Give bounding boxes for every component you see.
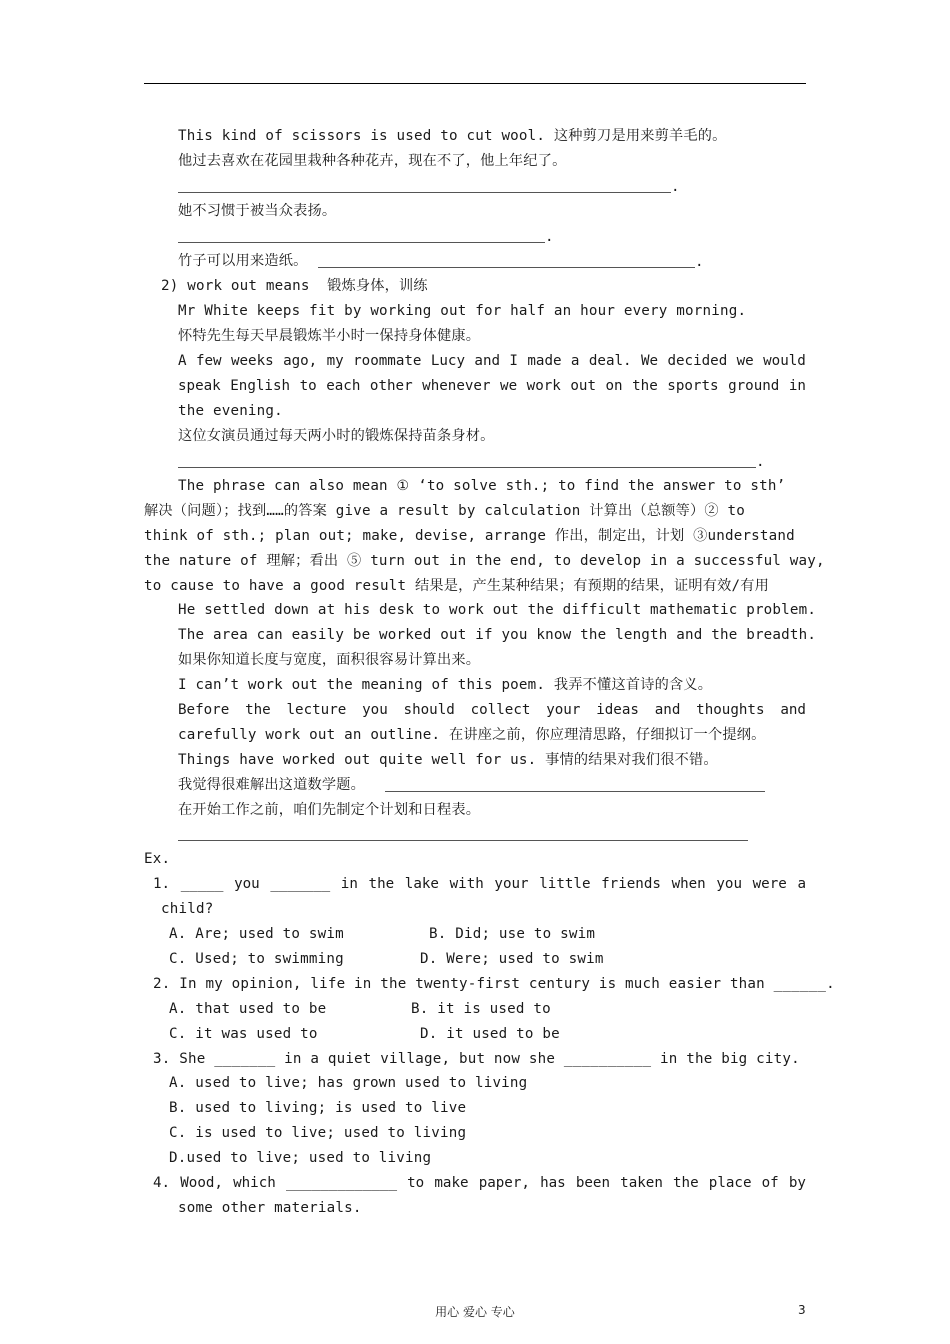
word: lake (404, 876, 439, 892)
text-line (178, 376, 806, 396)
word: collect (470, 702, 531, 718)
text-line: 怀特先生每天早晨锻炼半小时一保持身体健康。 (178, 328, 481, 344)
word: the (673, 1175, 699, 1191)
text-line: some other materials. (178, 1200, 362, 1216)
text-line: think of sth.; plan out; make, devise, arrange 作出，制定出，计划 ③understand (144, 528, 795, 544)
word: ago, (283, 353, 318, 369)
option: D. Were; used to swim (420, 951, 604, 967)
word: Before (178, 702, 230, 718)
word: in (340, 876, 358, 892)
word: which (233, 1175, 276, 1191)
word: we (500, 378, 518, 394)
word: the (632, 378, 658, 394)
option: A. used to live; has grown used to living (169, 1075, 528, 1091)
word: _____ (180, 876, 224, 892)
question-4 (153, 1173, 806, 1193)
text-line: The phrase can also mean ① ‘to solve sth.; to find the answer to sth’ (178, 478, 786, 494)
question-3: 3. She _______ in a quiet village, but now she __________ in the big city. (153, 1051, 800, 1067)
word: decided (667, 353, 728, 369)
word: whenever (422, 378, 491, 394)
option: A. Are; used to swim (169, 926, 344, 942)
word: friends (601, 876, 661, 892)
word: place (708, 1175, 752, 1191)
text-line: 她不习惯于被当众表扬。 (178, 203, 337, 219)
word: deal. (588, 353, 632, 369)
option: C. is used to live; used to living (169, 1125, 467, 1141)
text-line: This kind of scissors is used to cut wool. 这种剪刀是用来剪羊毛的。 (178, 128, 727, 144)
option: D. it used to be (420, 1026, 560, 1042)
word: by (788, 1175, 806, 1191)
answer-blank[interactable] (385, 791, 765, 792)
word: you (362, 702, 388, 718)
word: ground (728, 378, 780, 394)
word: paper, (478, 1175, 530, 1191)
word: should (403, 702, 455, 718)
exercise-heading: Ex. (144, 851, 171, 867)
answer-blank[interactable] (178, 840, 748, 841)
text-line: to cause to have a good result 结果是，产生某种结果；有预期的结果，证明有效/有用 (144, 578, 770, 594)
option: C. it was used to (169, 1026, 318, 1042)
word: would (763, 353, 806, 369)
text-line: . (671, 179, 680, 195)
header-rule (144, 83, 806, 84)
word: Lucy (430, 353, 466, 369)
word: your (546, 702, 581, 718)
word: make (434, 1175, 469, 1191)
word: made (527, 353, 562, 369)
text-line: 这位女演员通过每天两小时的锻炼保持苗条身材。 (178, 428, 495, 444)
text-line: 竹子可以用来造纸。 (178, 253, 308, 269)
text-line: the evening. (178, 403, 283, 419)
answer-blank[interactable] (178, 192, 671, 193)
word: when (671, 876, 706, 892)
word: and (474, 353, 501, 369)
text-line: He settled down at his desk to work out the difficult mathematic problem. (178, 602, 817, 618)
word: with (449, 876, 484, 892)
text-line (178, 700, 806, 720)
text-line: carefully work out an outline. 在讲座之前，你应理清思路，仔细拟订一个提纲。 (178, 727, 766, 743)
text-line (178, 351, 806, 371)
text-line: I can’t work out the meaning of this poem. 我弄不懂这首诗的含义。 (178, 677, 713, 693)
word: ideas (596, 702, 639, 718)
answer-blank[interactable] (178, 242, 545, 243)
text-line: 他过去喜欢在花园里栽种各种花卉，现在不了，他上年纪了。 (178, 153, 567, 169)
word: each (326, 378, 361, 394)
word: speak (178, 378, 221, 394)
word: 4. (153, 1175, 171, 1191)
text-line: . (545, 229, 554, 245)
section-heading: 2) work out means 锻炼身体，训练 (161, 278, 428, 294)
word: little (539, 876, 591, 892)
text-line: Things have worked out quite well for us. 事情的结果对我们很不错。 (178, 752, 718, 768)
option: A. that used to be (169, 1001, 327, 1017)
text-line: 解决（问题）；找到……的答案 give a result by calculation 计算出（总额等）② to (144, 503, 745, 519)
word: a (797, 876, 806, 892)
option: B. Did; use to swim (429, 926, 596, 942)
question-2: 2. In my opinion, life in the twenty-first century is much easier than ______. (153, 976, 835, 992)
text-line: the nature of 理解；看出 ⑤ turn out in the end, to develop in a successful way, (144, 553, 825, 569)
word: you (234, 876, 260, 892)
word: your (494, 876, 529, 892)
word: the (368, 876, 395, 892)
word: A (178, 353, 187, 369)
text-line: child? (161, 901, 214, 917)
word: the (245, 702, 271, 718)
text-line: 在开始工作之前，咱们先制定个计划和日程表。 (178, 802, 481, 818)
word: has (540, 1175, 566, 1191)
page-number: 3 (798, 1303, 806, 1317)
text-line: 如果你知道长度与宽度，面积很容易计算出来。 (178, 652, 481, 668)
text-line: . (695, 254, 704, 270)
answer-blank[interactable] (178, 467, 756, 468)
word: 1. (153, 876, 171, 892)
word: my (326, 353, 344, 369)
word: to (299, 378, 317, 394)
word: roommate (353, 353, 422, 369)
word: in (788, 378, 806, 394)
option: B. it is used to (411, 1001, 551, 1017)
word: Wood, (180, 1175, 223, 1191)
word: and (780, 702, 806, 718)
word: thoughts (696, 702, 765, 718)
page-footer: 用心 爱心 专心 (435, 1305, 515, 1319)
text-line: Mr White keeps fit by working out for half an hour every morning. (178, 303, 747, 319)
word: We (640, 353, 659, 369)
word: a (570, 353, 580, 369)
word: other (369, 378, 413, 394)
word: lecture (286, 702, 347, 718)
word: few (195, 353, 222, 369)
word: taken (620, 1175, 663, 1191)
word: to (407, 1175, 425, 1191)
word: on (605, 378, 623, 394)
question-1 (153, 874, 806, 894)
option: D.used to live; used to living (169, 1150, 432, 1166)
word: and (654, 702, 681, 718)
text-line: 我觉得很难解出这道数学题。 (178, 777, 366, 793)
word: of (761, 1175, 779, 1191)
word: weeks (230, 353, 274, 369)
word: work (526, 378, 561, 394)
word: were (752, 876, 787, 892)
word: out (570, 378, 596, 394)
word: _______ (270, 876, 331, 892)
word: been (575, 1175, 611, 1191)
text-line: . (756, 454, 765, 470)
word: I (509, 353, 518, 369)
option: B. used to living; is used to live (169, 1100, 467, 1116)
text-line: The area can easily be worked out if you know the length and the breadth. (178, 627, 817, 643)
option: C. Used; to swimming (169, 951, 344, 967)
word: we (736, 353, 754, 369)
word: English (230, 378, 291, 394)
word: _____________ (285, 1175, 397, 1191)
answer-blank[interactable] (318, 267, 695, 268)
word: sports (667, 378, 719, 394)
word: you (716, 876, 742, 892)
